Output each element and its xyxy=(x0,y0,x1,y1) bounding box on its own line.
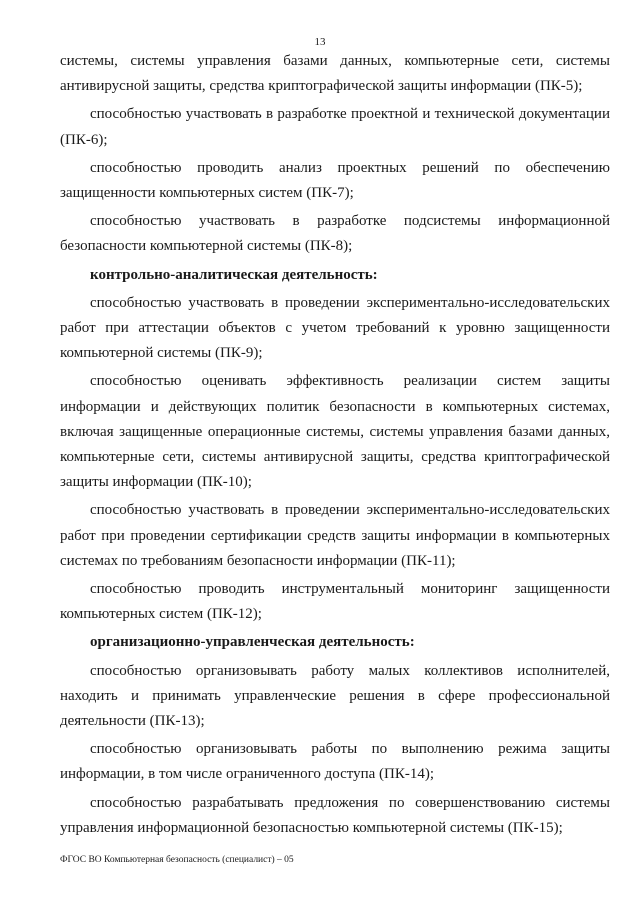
page-footer: ФГОС ВО Компьютерная безопасность (специалист) – 05 xyxy=(60,855,294,865)
paragraph-pk10: способностью оценивать эффективность реализации систем защиты информации и действующих политик безопасности в компьютерных системах, включая защищенные операционные системы, системы управления базами данных, компьютерные сети, системы антивирусной защиты, средства криптографической защиты информации (ПК-10); xyxy=(60,373,610,491)
paragraph-pk7: способностью проводить анализ проектных решений по обеспечению защищенности компьютерных систем (ПК-7); xyxy=(60,159,610,202)
paragraph-continuation-pk5: системы, системы управления базами данных, компьютерные сети, системы антивирусной защиты, средства криптографической защиты информации (ПК-5); xyxy=(60,53,610,95)
paragraph-pk11: способностью участвовать в проведении экспериментально-исследовательских работ при проведении сертификации средств защиты информации в компьютерных системах по требованиям безопасности информации (ПК-11); xyxy=(60,502,610,569)
section-heading-control-analytical: контрольно-аналитическая деятельность: xyxy=(90,266,378,283)
page-number: 13 xyxy=(314,36,326,48)
paragraph-pk12: способностью проводить инструментальный мониторинг защищенности компьютерных систем (ПК-12); xyxy=(60,581,610,623)
paragraph-pk14: способностью организовывать работы по выполнению режима защиты информации, в том числе ограниченного доступа (ПК-14); xyxy=(60,741,610,783)
paragraph-pk15: способностью разрабатывать предложения по совершенствованию системы управления информационной безопасностью компьютерной системы (ПК-15); xyxy=(60,794,610,836)
paragraph-pk9: способностью участвовать в проведении экспериментально-исследовательских работ при аттестации объектов с учетом требований к уровню защищенности компьютерной системы (ПК-9); xyxy=(60,294,610,362)
paragraph-pk8: способностью участвовать в разработке подсистемы информационной безопасности компьютерной системы (ПК-8); xyxy=(60,213,610,255)
document-body xyxy=(60,49,610,844)
paragraph-pk6: способностью участвовать в разработке проектной и технической документации (ПК-6); xyxy=(60,106,610,148)
paragraph-pk13: способностью организовывать работу малых коллективов исполнителей, находить и принимать управленческие решения в сфере профессиональной деятельности (ПК-13); xyxy=(60,662,610,730)
section-heading-organizational-managerial: организационно-управленческая деятельность: xyxy=(90,634,415,651)
